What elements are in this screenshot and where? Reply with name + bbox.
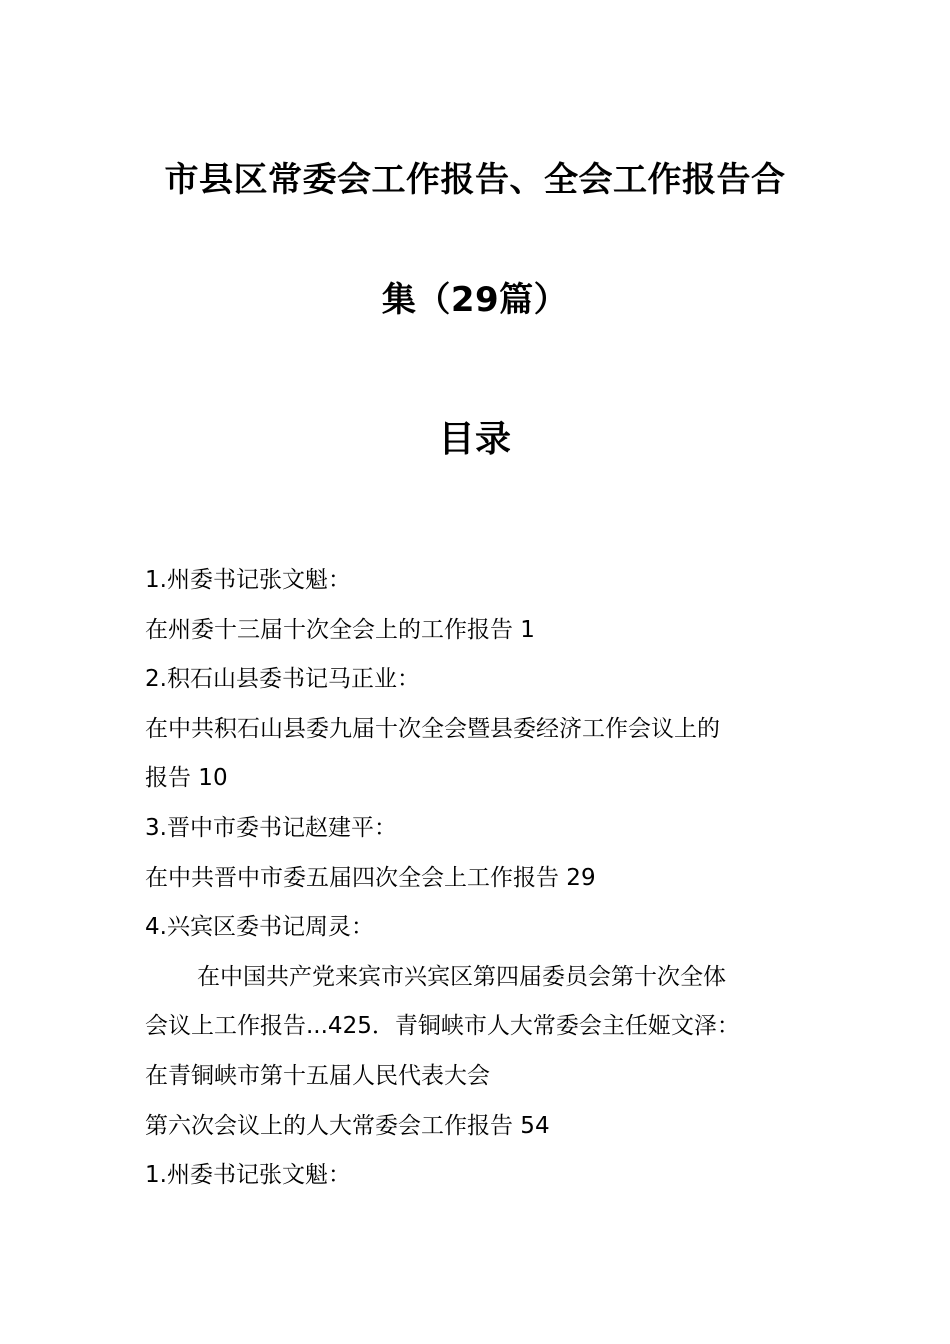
toc-line: 1.州委书记张文魁：	[145, 1162, 351, 1189]
toc-line: 在中共积石山县委九届十次全会暨县委经济工作会议上的	[145, 715, 720, 742]
toc-line: 在州委十三届十次全会上的工作报告 1	[145, 616, 535, 643]
toc-line: 3.晋中市委书记赵建平：	[145, 814, 397, 841]
toc-line: 1.州委书记张文魁：	[145, 567, 351, 593]
document-title-line-1: 市县区常委会工作报告、全会工作报告合	[164, 160, 786, 200]
toc-line: 报告 10	[145, 765, 228, 792]
document-title-line-2: 集（29篇）	[381, 280, 569, 320]
toc-line: 在中国共产党来宾市兴宾区第四届委员会第十次全体	[197, 963, 726, 990]
toc-line: 会议上工作报告...425．青铜峡市人大常委会主任姬文泽：	[145, 1013, 740, 1040]
toc-line: 4.兴宾区委书记周灵：	[145, 914, 374, 941]
toc-line: 第六次会议上的人大常委会工作报告 54	[145, 1112, 550, 1139]
toc-line: 2.积石山县委书记马正业：	[145, 666, 420, 693]
toc-heading: 目录	[438, 419, 512, 460]
toc-line: 在青铜峡市第十五届人民代表大会	[145, 1062, 490, 1089]
table-of-contents	[145, 556, 810, 1201]
toc-line: 在中共晋中市委五届四次全会上工作报告 29	[145, 864, 596, 891]
